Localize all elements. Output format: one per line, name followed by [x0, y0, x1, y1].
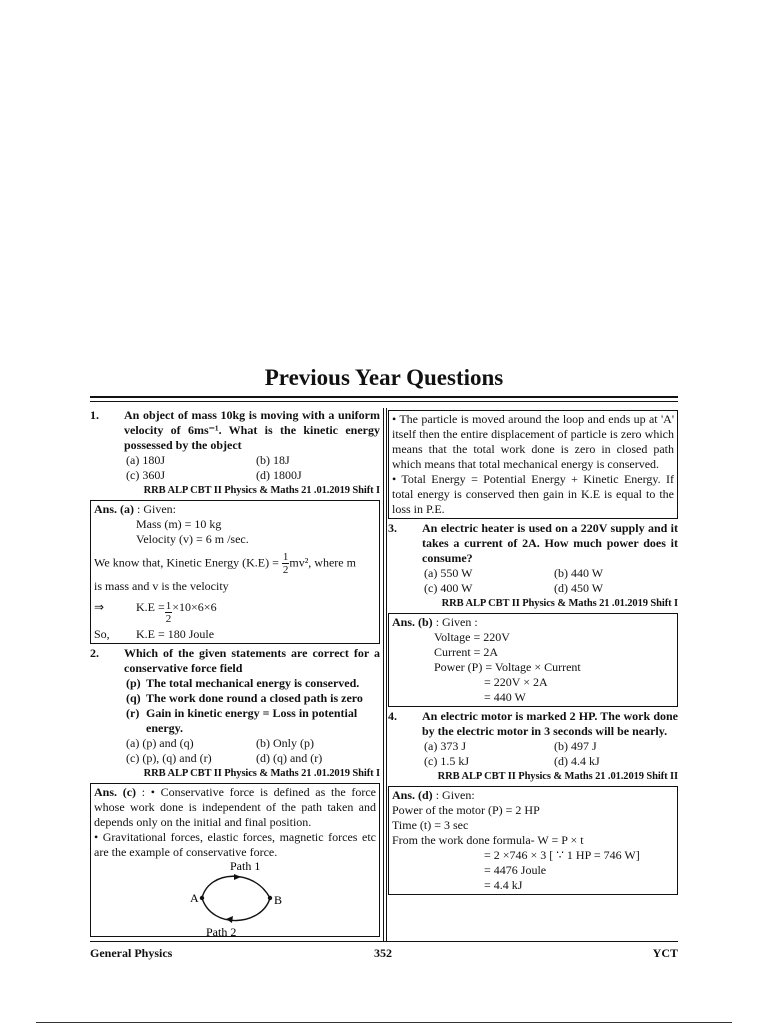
calc-lhs: K.E = — [136, 600, 165, 614]
answer-given: : Given: — [134, 502, 177, 516]
answer-line: Current = 2A — [434, 645, 499, 659]
answer-text: • The particle is moved around the loop and ends up at 'A' itself then the entire displacement of particle is zero which means that the total work done is zero in closed path which means that total mechanical energy is conserved. — [392, 412, 674, 471]
result-value: K.E = 180 Joule — [136, 627, 215, 641]
path-diagram — [94, 860, 378, 940]
title-rule-thin — [90, 401, 678, 402]
statement-label: (p) — [126, 676, 141, 690]
option-b: (b) 440 W — [554, 566, 604, 580]
calc-line: = 2 ×746 × 3 [ ∵ 1 HP = 746 W] — [484, 848, 640, 862]
path1-label: Path 1 — [230, 860, 261, 873]
calc-rhs: ×10×6×6 — [172, 600, 217, 614]
answer-given: : Given : — [432, 615, 478, 629]
question-number: 3. — [388, 521, 397, 535]
answer-line: From the work done formula- W = P × t — [392, 833, 584, 847]
answer-label: Ans. (b) — [392, 615, 433, 629]
question-1-options — [126, 453, 380, 483]
statement-text: The total mechanical energy is conserved. — [146, 676, 360, 690]
footer-publisher: YCT — [652, 946, 678, 960]
path1-curve — [202, 876, 270, 898]
question-2 — [90, 646, 380, 676]
footer-subject: General Physics — [90, 946, 173, 960]
question-3-options — [424, 566, 678, 596]
question-3 — [388, 521, 678, 566]
option-c: (c) 360J — [126, 468, 165, 482]
question-1 — [90, 408, 380, 453]
fraction-den: 2 — [165, 613, 172, 625]
ke-continuation: is mass and v is the velocity — [94, 579, 229, 593]
point-b — [268, 896, 272, 900]
option-b: (b) 18J — [256, 453, 290, 467]
answer-text: • Gravitational forces, elastic forces, magnetic forces etc are the example of conservative force. — [94, 830, 376, 859]
calc-line — [94, 600, 376, 625]
option-d: (d) 1800J — [256, 468, 302, 482]
question-text: An object of mass 10kg is moving with a uniform velocity of 6ms⁻¹. What is the kinetic energy possessed by the object — [124, 408, 380, 452]
footer-rule — [90, 941, 678, 942]
option-a: (a) 373 J — [424, 739, 466, 753]
source-tag: RRB ALP CBT II Physics & Maths 21 .01.2019 Shift I — [441, 598, 678, 609]
path2-curve — [202, 898, 270, 921]
question-2-options — [126, 736, 380, 766]
question-text: An electric heater is used on a 220V supply and it takes a current of 2A. How much power does it consume? — [422, 521, 678, 565]
answer-2-box — [90, 783, 380, 937]
fraction-num: 1 — [165, 600, 172, 612]
calc-line: = 440 W — [484, 690, 526, 704]
result-line — [94, 627, 376, 642]
question-number: 4. — [388, 709, 397, 723]
question-4-options — [424, 739, 678, 769]
option-b: (b) 497 J — [554, 739, 597, 753]
answer-text: • Total Energy = Potential Energy + Kinetic Energy. If total energy is conserved then gain in K.E is equal to the loss in P.E. — [392, 472, 674, 516]
answer-line: Time (t) = 3 sec — [392, 818, 469, 832]
implies-symbol: ⇒ — [94, 600, 105, 614]
page-title: Previous Year Questions — [264, 365, 504, 390]
fraction-num: 1 — [282, 551, 289, 563]
fraction — [165, 600, 173, 625]
answer-line: Power of the motor (P) = 2 HP — [392, 803, 540, 817]
question-4 — [388, 709, 678, 739]
option-b: (b) Only (p) — [256, 736, 314, 750]
answer-given: : Given: — [432, 788, 475, 802]
option-a: (a) 180J — [126, 453, 165, 467]
option-d: (d) (q) and (r) — [256, 751, 323, 765]
answer-3-box — [388, 613, 678, 707]
answer-4-box — [388, 786, 678, 895]
column-divider — [383, 408, 384, 941]
option-a: (a) 550 W — [424, 566, 473, 580]
option-c: (c) 1.5 kJ — [424, 754, 469, 768]
option-d: (d) 4.4 kJ — [554, 754, 600, 768]
title-rule — [90, 396, 678, 398]
statement-label: (q) — [126, 691, 141, 705]
answer-2-continued — [388, 410, 678, 519]
statement-r — [126, 706, 380, 736]
statement-text: The work done round a closed path is zero — [146, 691, 363, 705]
calc-line: = 4476 Joule — [484, 863, 547, 877]
bottom-line — [36, 1022, 732, 1023]
page-number: 352 — [374, 946, 392, 960]
question-number: 1. — [90, 408, 99, 422]
so-label: So, — [94, 627, 110, 641]
ke-prefix: We know that, Kinetic Energy (K.E) = — [94, 555, 282, 570]
source-tag: RRB ALP CBT II Physics & Maths 21 .01.2019 Shift I — [143, 768, 380, 779]
answer-1-box — [90, 500, 380, 644]
question-number: 2. — [90, 646, 99, 660]
option-a: (a) (p) and (q) — [126, 736, 194, 750]
question-text: Which of the given statements are correct for a conservative force field — [124, 646, 380, 675]
ke-suffix: mv², where m — [289, 555, 356, 570]
point-a-label: A — [190, 891, 199, 905]
answer-line: Velocity (v) = 6 m /sec. — [136, 532, 249, 546]
answer-line: Power (P) = Voltage × Current — [434, 660, 581, 674]
statement-q — [126, 691, 380, 706]
statement-p — [126, 676, 380, 691]
answer-label: Ans. (d) — [392, 788, 433, 802]
calc-line: = 4.4 kJ — [484, 878, 523, 892]
question-text: An electric motor is marked 2 HP. The work done by the electric motor in 3 seconds will be nearly. — [422, 709, 678, 738]
answer-line: Mass (m) = 10 kg — [136, 517, 222, 531]
path2-label: Path 2 — [206, 925, 237, 939]
path1-arrow — [234, 874, 241, 880]
source-tag: RRB ALP CBT II Physics & Maths 21 .01.2019 Shift I — [143, 485, 380, 496]
fraction-den: 2 — [282, 564, 289, 576]
answer-label: Ans. (a) — [94, 502, 135, 516]
source-tag: RRB ALP CBT II Physics & Maths 21 .01.2019 Shift II — [437, 771, 678, 782]
left-column — [90, 408, 380, 939]
ke-formula — [94, 551, 376, 576]
point-a — [200, 896, 204, 900]
statement-label: (r) — [126, 706, 140, 720]
option-c: (c) (p), (q) and (r) — [126, 751, 212, 765]
path2-arrow — [226, 916, 233, 923]
statement-text: Gain in kinetic energy = Loss in potential energy. — [146, 706, 358, 735]
column-divider-inner — [386, 408, 387, 941]
option-c: (c) 400 W — [424, 581, 473, 595]
answer-text: : • Conservative force is defined as the force whose work done is independent of the path taken and depends only on the initial and final position. — [94, 785, 376, 829]
answer-label: Ans. (c) — [94, 785, 137, 799]
answer-line: Voltage = 220V — [434, 630, 510, 644]
point-b-label: B — [274, 893, 283, 907]
right-column — [388, 408, 678, 897]
option-d: (d) 450 W — [554, 581, 604, 595]
calc-line: = 220V × 2A — [484, 675, 548, 689]
